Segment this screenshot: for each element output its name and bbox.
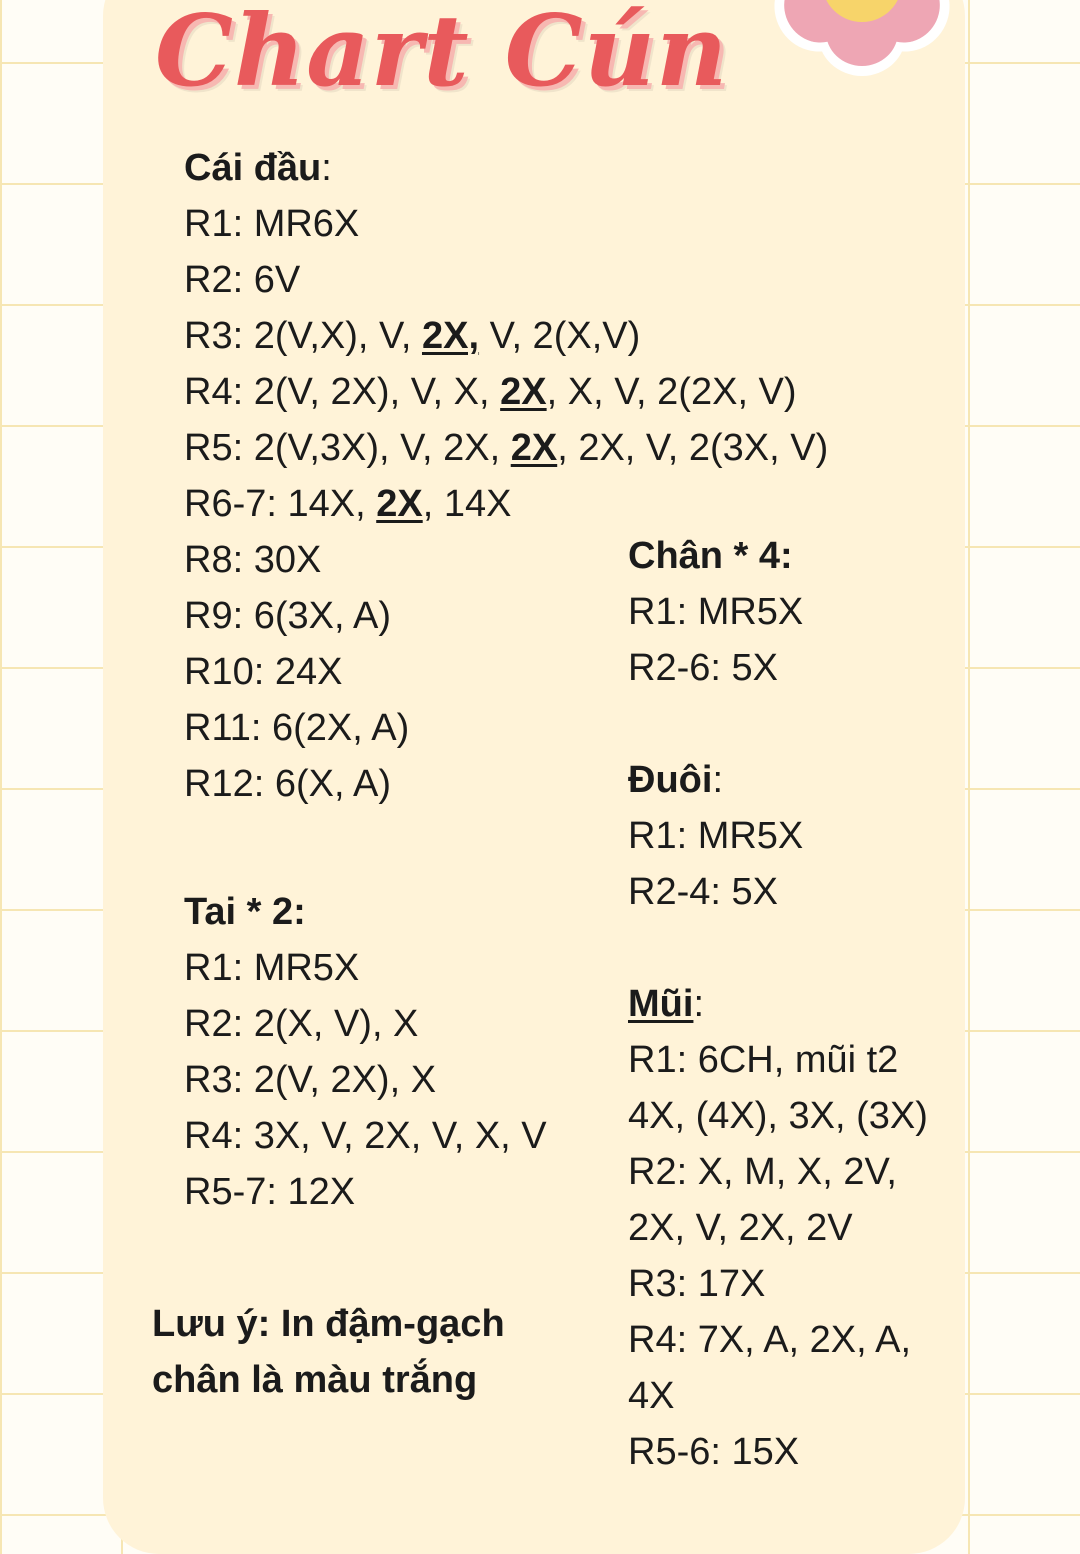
tail-heading-colon: : [712,759,723,801]
head-row-10: R10: 24X [184,651,343,693]
head-row-3 [184,314,640,358]
head-row-5-part-a: R5: 2(V,3X), V, 2X, [184,427,511,469]
head-heading-text: Cái đầu [184,147,322,189]
head-row-6-part-a: R6-7: 14X, [184,483,377,525]
head-row-8: R8: 30X [184,539,322,581]
nose-row-2-line-1: R2: X, M, X, 2V, [628,1151,897,1193]
nose-row-1-line-1: R1: 6CH, mũi t2 [628,1039,899,1081]
nose-row-5-6: R5-6: 15X [628,1431,800,1473]
head-row-3-white-part: 2X, [421,315,480,357]
ears-row-2: R2: 2(X, V), X [184,1003,419,1045]
head-row-5 [184,426,828,470]
head-row-11: R11: 6(2X, A) [184,707,410,749]
note-line-1: Lưu ý: In đậm-gạch [152,1303,505,1345]
legs-row-1: R1: MR5X [628,591,804,633]
head-row-4 [184,370,797,414]
head-row-4-part-a: R4: 2(V, 2X), V, X, [184,371,501,413]
nose-row-3: R3: 17X [628,1263,766,1305]
head-row-4-part-c: , X, V, 2(2X, V) [546,371,797,413]
tail-row-2: R2-4: 5X [628,871,778,913]
legs-heading: Chân * 4: [628,535,793,577]
nose-row-2-line-2: 2X, V, 2X, 2V [628,1207,853,1249]
tail-heading-text: Đuôi [628,759,713,801]
head-row-2: R2: 6V [184,259,301,301]
nose-row-4-line-2: 4X [628,1375,675,1417]
ears-row-5-7: R5-7: 12X [184,1171,356,1213]
legs-row-2: R2-6: 5X [628,647,778,689]
page-title: Chart Cún [155,0,729,109]
ears-heading: Tai * 2: [184,891,306,933]
head-row-6-white-part: 2X [376,483,423,525]
nose-heading-colon: : [693,983,704,1025]
head-row-9: R9: 6(3X, A) [184,595,391,637]
head-row-5-white-part: 2X [510,427,558,469]
head-row-3-part-a: R3: 2(V,X), V, [184,315,422,357]
head-row-5-part-c: , 2X, V, 2(3X, V) [557,427,829,469]
ears-row-1: R1: MR5X [184,947,360,989]
head-heading-colon: : [321,147,332,189]
ears-row-4: R4: 3X, V, 2X, V, X, V [184,1115,547,1157]
ears-row-3: R3: 2(V, 2X), X [184,1059,437,1101]
nose-row-4-line-1: R4: 7X, A, 2X, A, [628,1319,912,1361]
head-row-1: R1: MR6X [184,203,360,245]
note-line-2: chân là màu trắng [152,1359,478,1401]
head-heading [184,146,332,190]
nose-heading [628,982,704,1026]
head-row-6-part-c: , 14X [422,483,512,525]
nose-row-1-line-2: 4X, (4X), 3X, (3X) [628,1095,928,1137]
nose-heading-text: Mũi [628,983,694,1025]
flower-icon [752,0,964,120]
tail-heading [628,758,723,802]
head-row-6-7 [184,482,511,526]
head-row-4-white-part: 2X [500,371,547,413]
head-row-12: R12: 6(X, A) [184,763,391,805]
head-row-3-part-c: V, 2(X,V) [479,315,641,357]
tail-row-1: R1: MR5X [628,815,804,857]
